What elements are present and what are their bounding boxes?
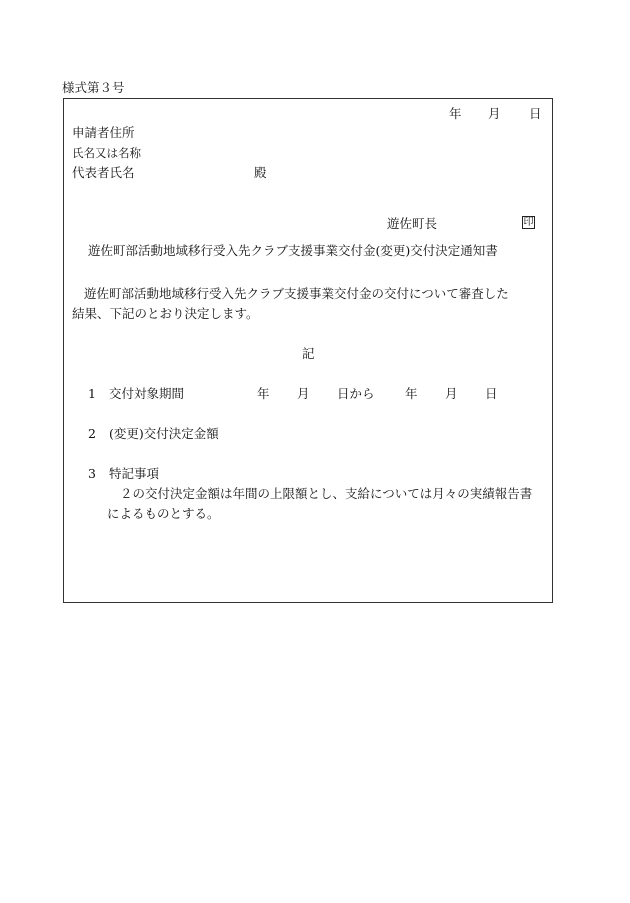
- applicant-name-label: 氏名又は名称: [72, 146, 141, 160]
- item1-label: 交付対象期間: [109, 386, 185, 401]
- body-line-2: 結果、下記のとおり決定します。: [72, 306, 259, 321]
- date-year: 年: [449, 106, 462, 121]
- item3-number: 3: [88, 466, 96, 481]
- applicant-address-label: 申請者住所: [72, 125, 135, 140]
- applicant-rep-label: 代表者氏名: [72, 165, 135, 180]
- document-title: 遊佐町部活動地域移行受入先クラブ支援事業交付金(変更)交付決定通知書: [88, 243, 498, 258]
- item1-month-to: 月: [445, 386, 458, 401]
- honorific: 殿: [254, 165, 267, 180]
- body-line-1: 遊佐町部活動地域移行受入先クラブ支援事業交付金の交付について審査した: [84, 286, 509, 301]
- item2-label: (変更)交付決定金額: [109, 426, 219, 441]
- seal-mark: 印: [523, 217, 534, 228]
- item2-number: 2: [88, 426, 96, 441]
- item3-text-2: によるものとする。: [107, 506, 220, 521]
- form-number: 様式第３号: [62, 80, 125, 95]
- item1-year-from: 年: [257, 386, 270, 401]
- ki-heading: 記: [302, 346, 315, 361]
- item1-month-from: 月: [297, 386, 310, 401]
- date-day: 日: [529, 106, 542, 121]
- item1-day-from: 日から: [337, 386, 375, 401]
- issuer-title: 遊佐町長: [387, 216, 438, 231]
- item1-number: 1: [88, 386, 96, 401]
- item3-text-1: ２の交付決定金額は年間の上限額とし、支給については月々の実績報告書: [120, 486, 533, 501]
- date-month: 月: [488, 106, 501, 121]
- item1-year-to: 年: [405, 386, 418, 401]
- item1-day-to: 日: [485, 386, 498, 401]
- item3-label: 特記事項: [109, 466, 160, 481]
